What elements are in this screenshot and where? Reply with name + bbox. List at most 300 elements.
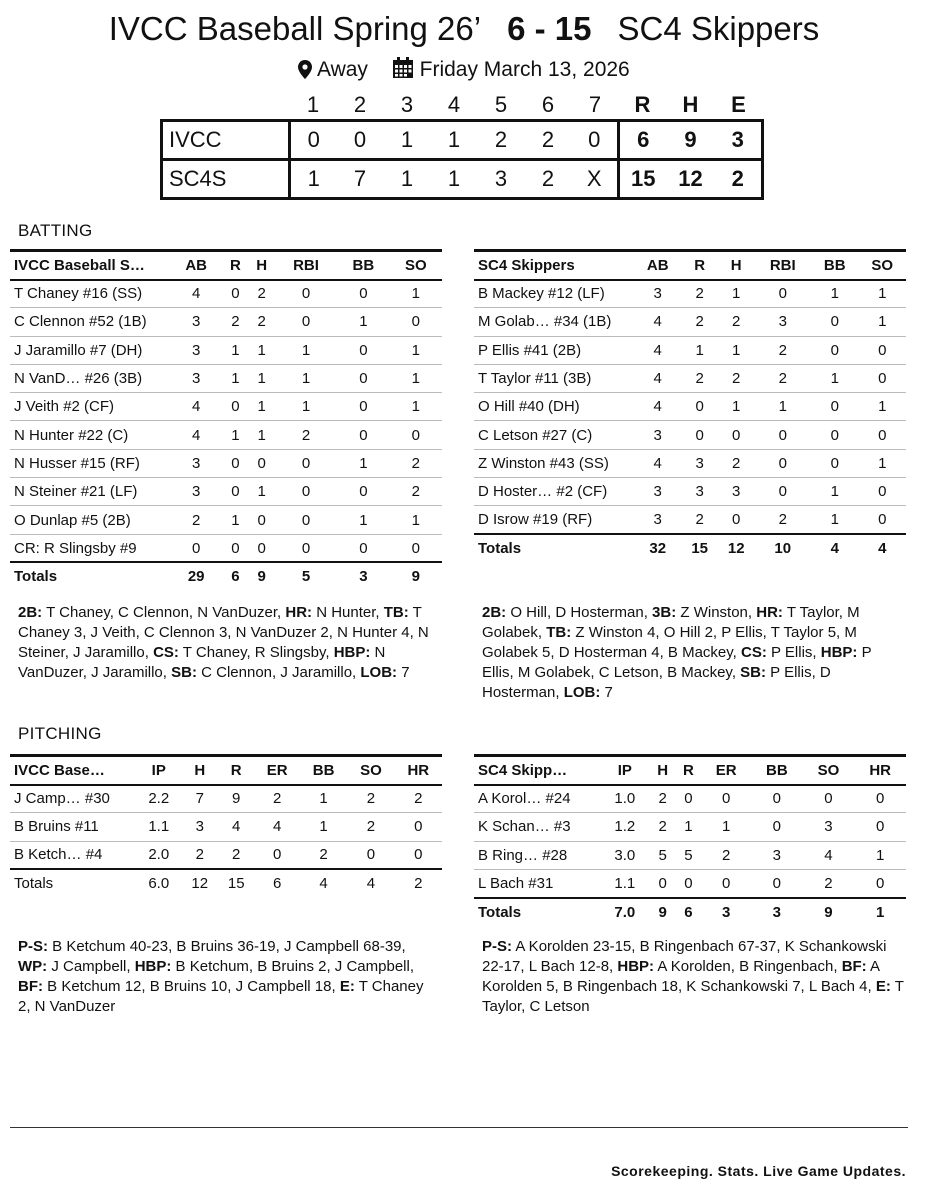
player-row	[10, 393, 442, 421]
inning-score: 0	[337, 120, 384, 159]
stat-value: 0	[754, 280, 811, 308]
totals-label: Totals	[478, 540, 522, 558]
stat-value: 1	[390, 393, 442, 421]
stat-value: 0	[811, 421, 858, 449]
footer-tagline: Scorekeeping. Stats. Live Game Updates.	[611, 1163, 906, 1179]
stat-value: 1	[676, 813, 702, 841]
note-label: E:	[875, 978, 891, 995]
stat-value: 1	[811, 506, 858, 534]
stat-value: 2	[718, 449, 755, 477]
stat-value: 2	[650, 813, 676, 841]
location-label: Away	[316, 58, 368, 81]
stat-column-header: BB	[811, 251, 858, 280]
note-label: SB:	[740, 664, 766, 681]
stat-value: 2	[254, 785, 300, 813]
stat-value: 0	[718, 421, 755, 449]
stat-value: 1	[390, 280, 442, 308]
stat-value: 2	[701, 841, 751, 869]
note-text: A Korolden 23-15, B Ringenbach 67-37, K Schankowski 22-17, L Bach 12-8,	[482, 938, 887, 975]
total-value: 9	[411, 568, 420, 586]
stat-value: 3	[634, 506, 681, 534]
player-name: J Camp… #30	[10, 785, 136, 813]
stat-value: 0	[395, 841, 442, 869]
total-value: 6	[273, 875, 282, 893]
total-value: 2	[414, 875, 423, 893]
stat-column-header: AB	[634, 251, 681, 280]
stat-value: 0	[858, 364, 906, 392]
player-name: L Bach #31	[474, 869, 600, 897]
total-value: 15	[691, 540, 709, 558]
note-text: B Ketchum 12, B Bruins 10, J Campbell 18,	[43, 978, 340, 995]
stat-value: 1	[337, 449, 389, 477]
note-text: P Ellis,	[766, 644, 821, 661]
player-name: D Isrow #19 (RF)	[474, 506, 634, 534]
inning-header: 7	[588, 92, 602, 118]
note-label: P-S:	[18, 938, 48, 955]
stat-value: 1	[811, 478, 858, 506]
inning-header: 2	[353, 92, 367, 118]
total-value: 9	[257, 568, 266, 586]
stat-column-header: H	[650, 756, 676, 785]
player-name: A Korol… #24	[474, 785, 600, 813]
stat-value: 2	[182, 841, 218, 869]
note-label: HBP:	[820, 644, 858, 661]
stat-value: 2	[218, 841, 254, 869]
totals-label: Totals	[478, 903, 522, 921]
stat-value: 0	[254, 841, 300, 869]
totals-row	[474, 534, 906, 562]
stat-value: 3	[182, 813, 218, 841]
pitching-section-title: PITCHING	[18, 724, 102, 743]
note-text: 7	[600, 684, 613, 701]
stat-column-header: RBI	[275, 251, 337, 280]
stat-value: 3	[634, 421, 681, 449]
stat-value: 1.1	[600, 869, 650, 897]
total-value: 4	[878, 540, 887, 558]
stat-value: 0	[249, 506, 275, 534]
runs-header: R	[634, 92, 651, 118]
note-text: A Korolden, B Ringenbach,	[654, 958, 842, 975]
home-team-name: IVCC Baseball Spring 26’	[108, 10, 482, 47]
total-runs: 15	[619, 159, 667, 198]
stat-value: 3	[634, 478, 681, 506]
stat-column-header: H	[182, 756, 218, 785]
stat-column-header: SO	[347, 756, 394, 785]
inning-header: 5	[494, 92, 508, 118]
note-label: TB:	[546, 624, 572, 641]
player-name: C Clennon #52 (1B)	[10, 308, 170, 336]
inning-score: 1	[384, 159, 431, 198]
stat-value: 1	[718, 393, 755, 421]
note-label: CS:	[153, 644, 179, 661]
stat-column-header: AB	[170, 251, 222, 280]
stat-value: 0	[337, 393, 389, 421]
stat-value: 0	[650, 869, 676, 897]
stat-value: 0	[701, 785, 751, 813]
stat-value: 1	[390, 336, 442, 364]
stat-value: 1.0	[600, 785, 650, 813]
player-row	[474, 506, 906, 534]
stat-value: 0	[751, 813, 803, 841]
inning-header: 4	[447, 92, 461, 118]
away-team-name: SC4 Skippers	[617, 10, 820, 47]
stat-value: 0	[222, 393, 248, 421]
note-label: HBP:	[134, 958, 172, 975]
stat-value: 1	[337, 308, 389, 336]
stat-value: 4	[803, 841, 855, 869]
note-text: T Chaney, C Clennon, N VanDuzer,	[42, 604, 286, 621]
player-name: CR: R Slingsby #9	[10, 534, 170, 562]
stat-value: 1	[249, 421, 275, 449]
stat-value: 0	[811, 336, 858, 364]
player-row	[474, 336, 906, 364]
sc4-pitching-notes	[482, 937, 906, 1017]
stat-column-header: R	[676, 756, 702, 785]
stat-value: 2	[347, 813, 394, 841]
stat-value: 2.0	[136, 841, 182, 869]
stat-value: 5	[650, 841, 676, 869]
player-row	[10, 841, 442, 869]
player-row	[474, 308, 906, 336]
totals-label: Totals	[14, 568, 58, 586]
total-value: 7.0	[614, 903, 636, 921]
note-label: 3B:	[652, 604, 677, 621]
team-abbrev: SC4S	[162, 159, 290, 198]
note-label: CS:	[741, 644, 767, 661]
stat-value: 0	[811, 308, 858, 336]
player-row	[10, 478, 442, 506]
stat-value: 0	[754, 478, 811, 506]
note-text: T Taylor, C Letson	[482, 978, 904, 1015]
player-name: B Bruins #11	[10, 813, 136, 841]
note-label: 2B:	[18, 604, 43, 621]
total-errors: 3	[715, 120, 763, 159]
total-runs: 6	[619, 120, 667, 159]
stat-column-header: H	[249, 251, 275, 280]
player-name: O Hill #40 (DH)	[474, 393, 634, 421]
stat-value: 2	[249, 280, 275, 308]
player-name: O Dunlap #5 (2B)	[10, 506, 170, 534]
inning-score: 1	[384, 120, 431, 159]
stat-column-header: RBI	[754, 251, 811, 280]
ivcc-batting-table	[10, 249, 442, 590]
stat-value: 3	[170, 308, 222, 336]
stat-value: 1.1	[136, 813, 182, 841]
stat-value: 9	[218, 785, 254, 813]
inning-score: X	[572, 159, 619, 198]
stat-value: 0	[337, 478, 389, 506]
stat-value: 4	[170, 393, 222, 421]
stat-value: 3	[681, 449, 718, 477]
stat-value: 1	[249, 336, 275, 364]
player-row	[474, 478, 906, 506]
note-text: A Korolden 5, B Ringenbach 18, K Schankowski 7, L Bach 4,	[482, 958, 880, 995]
stat-value: 4	[218, 813, 254, 841]
stat-value: 3	[754, 308, 811, 336]
player-name: N Steiner #21 (LF)	[10, 478, 170, 506]
stat-column-header: R	[218, 756, 254, 785]
stat-value: 0	[858, 336, 906, 364]
stat-column-header: BB	[751, 756, 803, 785]
player-name: J Jaramillo #7 (DH)	[10, 336, 170, 364]
player-name: B Mackey #12 (LF)	[474, 280, 634, 308]
stat-value: 1	[754, 393, 811, 421]
note-label: HBP:	[617, 958, 655, 975]
stat-column-header: SO	[803, 756, 855, 785]
stat-value: 0	[754, 421, 811, 449]
player-name: D Hoster… #2 (CF)	[474, 478, 634, 506]
stat-value: 0	[803, 785, 855, 813]
note-text: 7	[397, 664, 410, 681]
stat-value: 1	[249, 478, 275, 506]
player-name: N VanD… #26 (3B)	[10, 364, 170, 392]
linescore-row-ivcc	[162, 120, 763, 159]
stat-value: 1	[222, 336, 248, 364]
stat-value: 2	[754, 336, 811, 364]
stat-value: 0	[170, 534, 222, 562]
total-value: 4	[366, 875, 376, 893]
stat-value: 0	[337, 421, 389, 449]
stat-value: 4	[634, 364, 681, 392]
stat-value: 0	[751, 785, 803, 813]
note-text: B Ketchum, B Bruins 2, J Campbell,	[171, 958, 414, 975]
total-value: 10	[774, 540, 792, 558]
stat-value: 3	[170, 364, 222, 392]
stat-value: 4	[254, 813, 300, 841]
total-value: 4	[830, 540, 839, 558]
player-row	[474, 841, 906, 869]
footer-divider	[10, 1127, 908, 1128]
note-label: BF:	[18, 978, 43, 995]
totals-row	[10, 562, 442, 590]
stat-value: 0	[701, 869, 751, 897]
player-name: P Ellis #41 (2B)	[474, 336, 634, 364]
stat-value: 4	[634, 336, 681, 364]
note-text: P Ellis, M Golabek, C Letson, B Mackey,	[482, 644, 872, 681]
note-label: HR:	[285, 604, 313, 621]
sc4-batting-notes	[482, 603, 906, 703]
total-value: 5	[301, 568, 311, 586]
stat-value: 3	[751, 841, 803, 869]
stat-value: 1	[681, 336, 718, 364]
stat-value: 1	[249, 393, 275, 421]
stat-value: 0	[676, 869, 702, 897]
player-row	[10, 308, 442, 336]
player-name: N Hunter #22 (C)	[10, 421, 170, 449]
stat-value: 3	[170, 478, 222, 506]
stat-value: 0	[337, 280, 389, 308]
team-name-header: SC4 Skipp…	[474, 756, 600, 785]
stat-value: 2	[170, 506, 222, 534]
player-row	[474, 393, 906, 421]
game-title	[0, 10, 928, 48]
note-label: 2B:	[482, 604, 507, 621]
player-row	[10, 813, 442, 841]
stat-value: 2	[390, 449, 442, 477]
totals-row	[474, 898, 906, 926]
errors-header: E	[731, 92, 746, 118]
player-row	[474, 421, 906, 449]
inning-score: 0	[290, 120, 337, 159]
total-value: 12	[727, 540, 745, 558]
stat-column-header: SO	[858, 251, 906, 280]
stat-value: 0	[811, 393, 858, 421]
stat-value: 1.2	[600, 813, 650, 841]
stat-value: 2	[718, 308, 755, 336]
note-text: B Ketchum 40-23, B Bruins 36-19, J Campbell 68-39,	[48, 938, 406, 955]
player-row	[10, 534, 442, 562]
inning-score: 7	[337, 159, 384, 198]
stat-value: 1	[390, 506, 442, 534]
note-text: C Clennon, J Jaramillo,	[196, 664, 361, 681]
stat-value: 1	[222, 421, 248, 449]
player-row	[10, 364, 442, 392]
stat-column-header: SO	[390, 251, 442, 280]
player-name: K Schan… #3	[474, 813, 600, 841]
player-row	[474, 449, 906, 477]
stat-value: 0	[275, 506, 337, 534]
stat-value: 1	[854, 841, 906, 869]
player-name: J Veith #2 (CF)	[10, 393, 170, 421]
stat-value: 0	[718, 506, 755, 534]
stat-value: 0	[754, 449, 811, 477]
stat-value: 1	[858, 308, 906, 336]
player-row	[10, 280, 442, 308]
stat-value: 2	[650, 785, 676, 813]
stat-value: 3.0	[600, 841, 650, 869]
stat-value: 1	[300, 813, 347, 841]
stat-value: 1	[858, 280, 906, 308]
player-row	[474, 813, 906, 841]
stat-value: 4	[170, 421, 222, 449]
stat-value: 2	[249, 308, 275, 336]
stat-value: 2	[681, 280, 718, 308]
stat-value: 2	[681, 364, 718, 392]
note-text: P Ellis, D Hosterman,	[482, 664, 831, 701]
stat-value: 0	[858, 506, 906, 534]
note-label: P-S:	[482, 938, 512, 955]
total-value: 12	[191, 875, 209, 893]
ivcc-pitching-table	[10, 754, 442, 897]
stat-value: 0	[854, 869, 906, 897]
note-text: N VanDuzer, J Jaramillo,	[18, 644, 386, 681]
note-text: T Chaney 3, J Veith, C Clennon 3, N VanDuzer 2, N Hunter 4, N Steiner, J Jaramillo,	[18, 604, 429, 661]
stat-value: 0	[337, 336, 389, 364]
inning-score: 1	[290, 159, 337, 198]
team-name-header: IVCC Base…	[10, 756, 136, 785]
player-name: B Ketch… #4	[10, 841, 136, 869]
stat-value: 2.2	[136, 785, 182, 813]
stat-value: 0	[222, 280, 248, 308]
stat-value: 0	[222, 534, 248, 562]
total-errors: 2	[715, 159, 763, 198]
inning-score: 3	[478, 159, 525, 198]
stat-value: 0	[222, 449, 248, 477]
stat-value: 1	[222, 364, 248, 392]
player-name: N Husser #15 (RF)	[10, 449, 170, 477]
note-text: Z Winston,	[676, 604, 757, 621]
team-abbrev: IVCC	[162, 120, 290, 159]
inning-header: 3	[400, 92, 414, 118]
stat-value: 0	[390, 421, 442, 449]
stat-value: 1	[337, 506, 389, 534]
player-row	[10, 506, 442, 534]
stat-value: 1	[390, 364, 442, 392]
player-name: B Ring… #28	[474, 841, 600, 869]
stat-value: 1	[858, 449, 906, 477]
stat-value: 2	[754, 506, 811, 534]
note-label: WP:	[18, 958, 48, 975]
game-info	[0, 57, 928, 82]
stat-value: 2	[395, 785, 442, 813]
linescore-table	[160, 92, 764, 200]
inning-score: 0	[572, 120, 619, 159]
calendar-icon	[392, 57, 414, 79]
inning-score: 2	[478, 120, 525, 159]
total-value: 3	[359, 568, 368, 586]
stat-value: 2	[681, 506, 718, 534]
stat-value: 3	[170, 336, 222, 364]
stat-value: 3	[681, 478, 718, 506]
ivcc-batting-notes	[18, 603, 438, 683]
stat-value: 1	[718, 280, 755, 308]
stat-value: 2	[275, 421, 337, 449]
total-hits: 9	[667, 120, 715, 159]
stat-value: 1	[222, 506, 248, 534]
game-date: Friday March 13, 2026	[419, 58, 630, 81]
note-text: T Chaney, R Slingsby,	[178, 644, 334, 661]
team-name-header: IVCC Baseball S…	[10, 251, 170, 280]
final-score: 6 - 15	[507, 10, 592, 47]
stat-column-header: R	[222, 251, 248, 280]
stat-column-header: HR	[854, 756, 906, 785]
stat-column-header: IP	[600, 756, 650, 785]
total-value: 32	[649, 540, 667, 558]
stat-value: 5	[676, 841, 702, 869]
stat-value: 1	[858, 393, 906, 421]
totals-label: Totals	[14, 875, 54, 893]
stat-value: 1	[300, 785, 347, 813]
stat-value: 1	[275, 336, 337, 364]
stat-value: 3	[803, 813, 855, 841]
note-label: LOB:	[563, 684, 601, 701]
player-row	[474, 869, 906, 897]
total-hits: 12	[667, 159, 715, 198]
stat-column-header: H	[718, 251, 755, 280]
stat-value: 0	[681, 393, 718, 421]
stat-value: 0	[347, 841, 394, 869]
stat-value: 2	[390, 478, 442, 506]
stat-value: 1	[275, 393, 337, 421]
location-pin-icon	[298, 60, 312, 79]
total-value: 29	[187, 568, 205, 586]
stat-value: 4	[634, 449, 681, 477]
note-label: TB:	[383, 604, 409, 621]
stat-value: 0	[811, 449, 858, 477]
stat-column-header: BB	[337, 251, 389, 280]
total-value: 15	[227, 875, 245, 893]
sc4-batting-table	[474, 249, 906, 562]
total-value: 9	[658, 903, 667, 921]
stat-value: 0	[390, 308, 442, 336]
stat-value: 1	[249, 364, 275, 392]
stat-column-header: ER	[701, 756, 751, 785]
inning-header: 6	[541, 92, 555, 118]
stat-value: 1	[811, 364, 858, 392]
stat-value: 0	[275, 478, 337, 506]
note-text: N Hunter,	[312, 604, 384, 621]
stat-value: 7	[182, 785, 218, 813]
